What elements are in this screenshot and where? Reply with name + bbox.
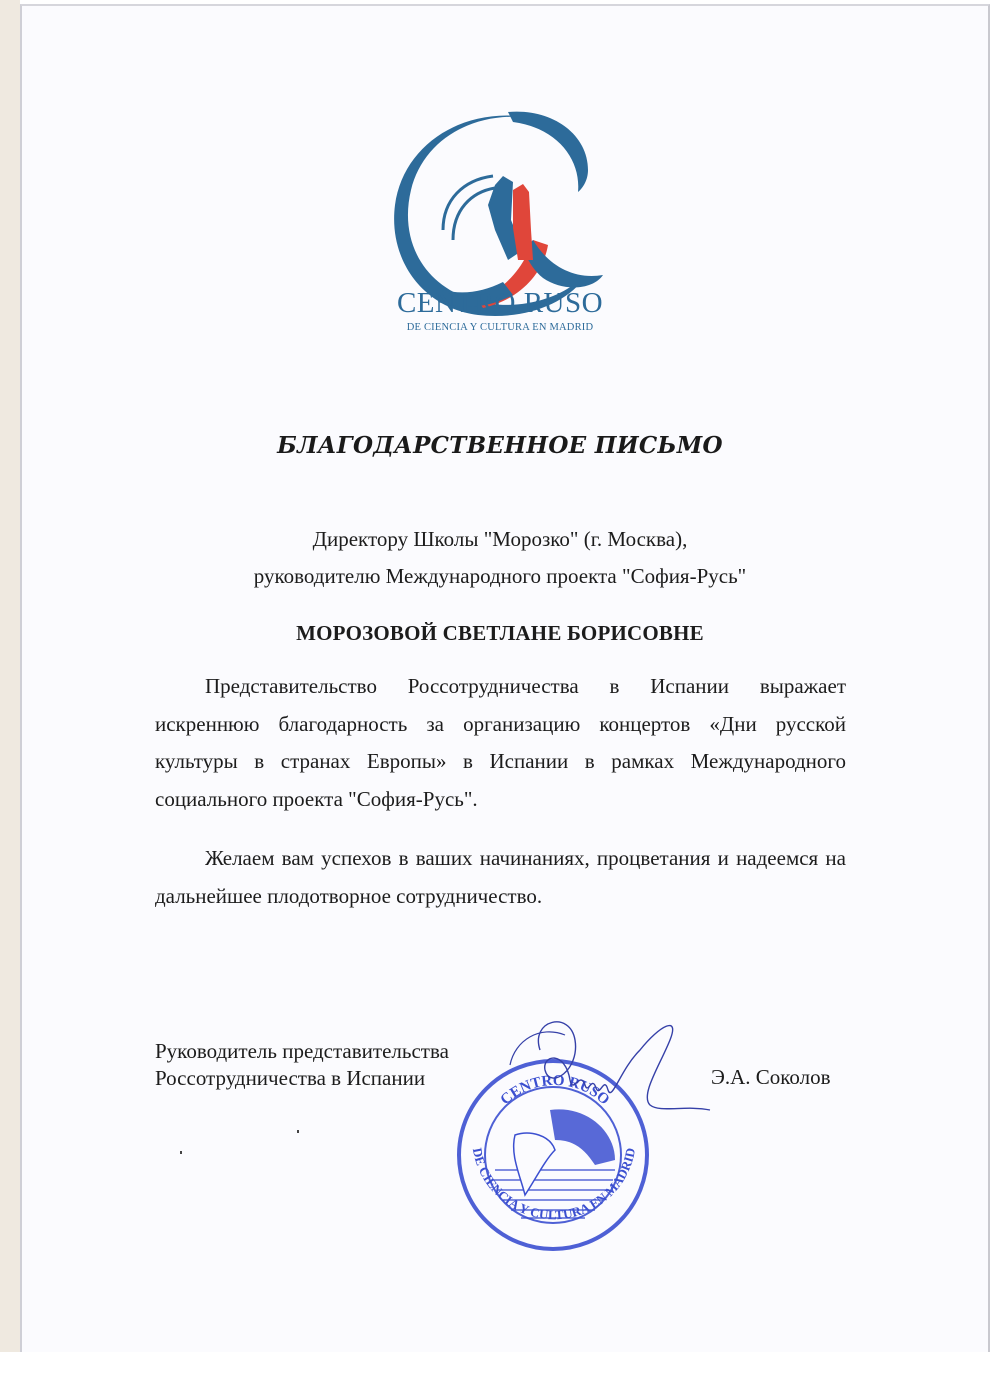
addressee-line: руководителю Международного проекта "София-Русь" [253, 564, 747, 588]
body-paragraph: Представительство Россотрудничества в Испании выражает искреннюю благодарность за организацию концертов «Дни русской культуры в странах Европы» в Испании в рамках Международного социального проекта "София-Русь". [155, 674, 846, 811]
logo-tail [523, 240, 603, 287]
signer-role-line: Россотрудничества в Испании [155, 1066, 426, 1090]
body-paragraph: Желаем вам успехов в ваших начинаниях, процветания и надеемся на дальнейшее плодотворное сотрудничество. [155, 846, 846, 908]
stamp-top-text: CENTRO RUSO [497, 1072, 613, 1109]
logo-title: CENTRO RUSO [396, 287, 604, 319]
handwritten-signature-icon [470, 1010, 730, 1120]
recipient-name: МОРОЗОВОЙ СВЕТЛАНЕ БОРИСОВНЕ [296, 621, 704, 645]
signer-name: Э.А. Соколов [711, 1065, 831, 1089]
signer-role [155, 1038, 449, 1092]
logo-swoosh-top [508, 112, 588, 192]
letter-title: БЛАГОДАРСТВЕННОЕ ПИСЬМО [277, 432, 723, 459]
stamp-bottom-text: DE CIENCIA Y CULTURA EN MADRID [469, 1146, 639, 1223]
scan-edge [0, 0, 20, 1352]
addressee-line: Директору Школы "Морозко" (г. Москва), [312, 527, 688, 551]
logo-subtitle: DE CIENCIA Y CULTURA EN MADRID [406, 322, 594, 333]
scan-speck [297, 1130, 299, 1133]
scan-speck [180, 1151, 182, 1154]
signer-role-line: Руководитель представительства [155, 1039, 449, 1063]
logo-swoosh-outer [394, 116, 583, 316]
